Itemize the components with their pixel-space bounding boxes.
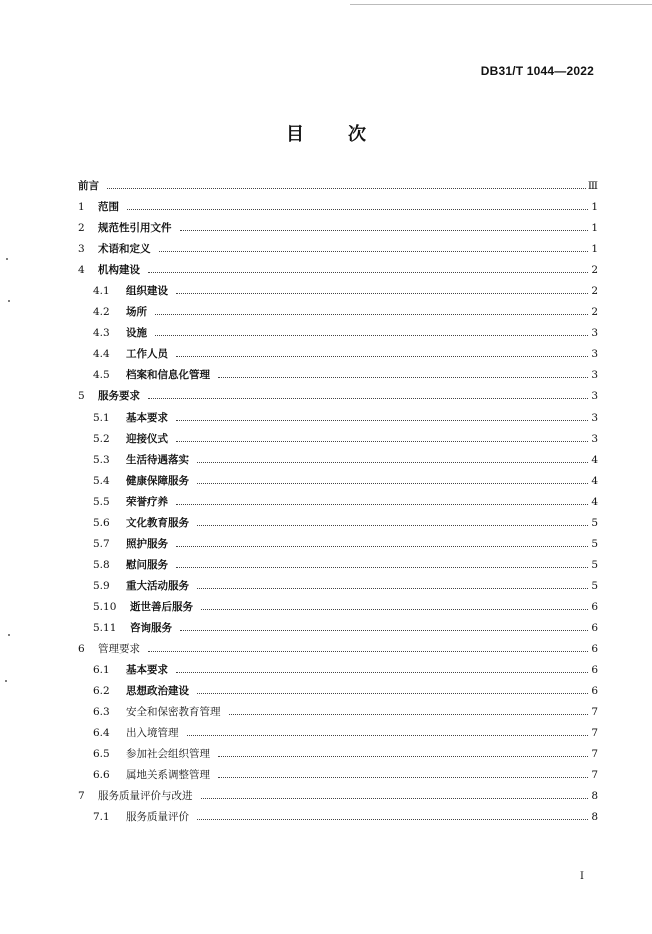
toc-entry-label: 管理要求 (98, 643, 140, 656)
toc-entry-page: 2 (591, 285, 598, 298)
toc-leader-dots (176, 567, 588, 568)
scan-speck (5, 680, 7, 682)
toc-entry[interactable] (78, 260, 598, 281)
toc-entry[interactable] (78, 176, 598, 197)
toc-entry-page: 7 (591, 706, 598, 719)
toc-entry-label: 服务质量评价 (126, 811, 189, 824)
toc-entry-page: 3 (591, 411, 598, 424)
toc-entry-label: 重大活动服务 (126, 579, 189, 592)
toc-entry[interactable] (78, 597, 598, 618)
toc-entry-number: 5 (78, 390, 85, 403)
toc-entry-number: 5.8 (93, 558, 110, 571)
toc-entry-number: 6.5 (93, 748, 110, 761)
toc-entry-number: 4.3 (93, 327, 110, 340)
toc-entry[interactable] (78, 471, 598, 492)
toc-leader-dots (148, 272, 588, 273)
toc-leader-dots (197, 693, 588, 694)
toc-entry-label: 逝世善后服务 (130, 600, 193, 613)
toc-entry-label: 服务质量评价与改进 (98, 790, 193, 803)
toc-entry-page: 4 (591, 474, 598, 487)
toc-leader-dots (176, 441, 588, 442)
toc-entry-number: 7.1 (93, 811, 110, 824)
toc-entry-number: 4.5 (93, 369, 110, 382)
toc-entry[interactable] (78, 450, 598, 471)
toc-entry[interactable] (78, 429, 598, 450)
toc-entry-number: 4.1 (93, 285, 110, 298)
toc-entry-page: 3 (591, 390, 598, 403)
toc-entry-label: 健康保障服务 (126, 474, 189, 487)
toc-entry[interactable] (78, 492, 598, 513)
toc-entry[interactable] (78, 344, 598, 365)
toc-entry-number: 5.10 (93, 600, 117, 613)
toc-entry-number: 5.11 (93, 621, 117, 634)
toc-entry-label: 慰问服务 (126, 558, 168, 571)
page-number: I (580, 871, 584, 882)
toc-entry-page: 7 (591, 727, 598, 740)
toc-entry-page: 1 (591, 243, 598, 256)
toc-entry[interactable] (78, 408, 598, 429)
toc-entry-number: 6.6 (93, 769, 110, 782)
toc-leader-dots (176, 546, 588, 547)
toc-leader-dots (218, 377, 588, 378)
toc-entry[interactable] (78, 786, 598, 807)
toc-entry-label: 生活待遇落实 (126, 453, 189, 466)
toc-entry[interactable] (78, 302, 598, 323)
toc-leader-dots (201, 798, 589, 799)
toc-entry[interactable] (78, 744, 598, 765)
toc-entry-label: 设施 (126, 327, 147, 340)
toc-entry-page: 2 (591, 306, 598, 319)
toc-leader-dots (197, 525, 588, 526)
toc-entry-number: 5.7 (93, 537, 110, 550)
toc-entry-number: 6.2 (93, 685, 110, 698)
toc-entry-number: 7 (78, 790, 85, 803)
scan-edge-line (350, 4, 652, 5)
toc-entry[interactable] (78, 723, 598, 744)
toc-entry[interactable] (78, 660, 598, 681)
toc-entry[interactable] (78, 618, 598, 639)
toc-entry-page: 3 (591, 348, 598, 361)
toc-leader-dots (176, 356, 588, 357)
toc-entry-label: 服务要求 (98, 390, 140, 403)
toc-leader-dots (107, 188, 586, 189)
toc-entry-number: 6.1 (93, 664, 110, 677)
toc-entry-page: 7 (591, 769, 598, 782)
toc-entry-page: 6 (591, 621, 598, 634)
toc-entry-number: 5.5 (93, 495, 110, 508)
toc-entry-label: 场所 (126, 306, 147, 319)
toc-entry[interactable] (78, 365, 598, 386)
toc-leader-dots (197, 483, 588, 484)
toc-entry-label: 安全和保密教育管理 (126, 706, 221, 719)
toc-entry-number: 5.2 (93, 432, 110, 445)
toc-leader-dots (218, 756, 588, 757)
toc-leader-dots (180, 630, 588, 631)
toc-entry-number: 6.4 (93, 727, 110, 740)
toc-entry[interactable] (78, 765, 598, 786)
toc-entry-number: 6 (78, 643, 85, 656)
toc-leader-dots (148, 651, 588, 652)
toc-entry-number: 6.3 (93, 706, 110, 719)
toc-entry-page: 4 (591, 453, 598, 466)
toc-entry-page: 3 (591, 369, 598, 382)
toc-entry[interactable] (78, 197, 598, 218)
toc-entry-label: 范围 (98, 201, 119, 214)
toc-entry[interactable] (78, 702, 598, 723)
toc-entry[interactable] (78, 807, 598, 828)
toc-entry[interactable] (78, 534, 598, 555)
toc-entry-page: 2 (591, 264, 598, 277)
toc-entry-page: 1 (591, 201, 598, 214)
toc-leader-dots (159, 251, 589, 252)
toc-entry-page: 3 (591, 432, 598, 445)
toc-entry-label: 照护服务 (126, 537, 168, 550)
toc-entry-number: 5.4 (93, 474, 110, 487)
toc-entry-label: 前言 (78, 180, 99, 192)
toc-leader-dots (155, 314, 588, 315)
toc-leader-dots (197, 462, 588, 463)
toc-entry-page: 5 (591, 516, 598, 529)
toc-leader-dots (176, 504, 588, 505)
toc-leader-dots (187, 735, 589, 736)
toc-entry[interactable] (78, 576, 598, 597)
toc-leader-dots (176, 672, 588, 673)
scan-speck (6, 258, 8, 260)
scan-speck (8, 634, 10, 636)
toc-leader-dots (148, 398, 588, 399)
table-of-contents (78, 176, 598, 828)
standard-code: DB31/T 1044—2022 (480, 64, 594, 78)
toc-entry[interactable] (78, 513, 598, 534)
toc-leader-dots (176, 293, 588, 294)
toc-entry[interactable] (78, 681, 598, 702)
toc-entry-label: 基本要求 (126, 411, 168, 424)
toc-entry-label: 工作人员 (126, 348, 168, 361)
toc-entry-label: 迎接仪式 (126, 432, 168, 445)
toc-leader-dots (180, 230, 589, 231)
toc-entry-label: 机构建设 (98, 264, 140, 277)
toc-entry[interactable] (78, 218, 598, 239)
toc-entry-number: 1 (78, 201, 85, 214)
toc-entry-page: 6 (591, 664, 598, 677)
toc-leader-dots (197, 819, 588, 820)
toc-leader-dots (197, 588, 588, 589)
toc-entry-label: 咨询服务 (130, 621, 172, 634)
toc-entry-label: 文化教育服务 (126, 516, 189, 529)
toc-entry-number: 4 (78, 264, 85, 277)
toc-entry-number: 3 (78, 243, 85, 256)
scan-speck (8, 300, 10, 302)
toc-entry-label: 基本要求 (126, 664, 168, 677)
toc-entry-page: 8 (591, 790, 598, 803)
toc-entry-label: 思想政治建设 (126, 685, 189, 698)
toc-entry-page: 6 (591, 600, 598, 613)
toc-leader-dots (218, 777, 588, 778)
toc-entry-label: 荣誉疗养 (126, 495, 168, 508)
toc-entry-number: 4.2 (93, 306, 110, 319)
toc-entry[interactable] (78, 386, 598, 407)
toc-entry-page: 5 (591, 579, 598, 592)
toc-entry-number: 5.6 (93, 516, 110, 529)
toc-entry[interactable] (78, 323, 598, 344)
toc-entry[interactable] (78, 639, 598, 660)
toc-entry-label: 属地关系调整管理 (126, 769, 210, 782)
toc-leader-dots (176, 420, 588, 421)
toc-entry-label: 出入境管理 (126, 727, 179, 740)
toc-entry-page: 8 (591, 811, 598, 824)
toc-entry-number: 5.3 (93, 453, 110, 466)
toc-entry-page: 5 (591, 558, 598, 571)
toc-entry-page: 5 (591, 537, 598, 550)
toc-entry-page: 4 (591, 495, 598, 508)
page-title: 目次 (286, 124, 410, 145)
toc-entry-number: 4.4 (93, 348, 110, 361)
toc-entry-label: 档案和信息化管理 (126, 369, 210, 382)
toc-leader-dots (155, 335, 588, 336)
toc-entry-page: 6 (591, 643, 598, 656)
toc-entry[interactable] (78, 239, 598, 260)
toc-entry[interactable] (78, 555, 598, 576)
toc-leader-dots (127, 209, 588, 210)
toc-entry[interactable] (78, 281, 598, 302)
toc-entry-label: 术语和定义 (98, 243, 151, 256)
toc-entry-page: 7 (591, 748, 598, 761)
toc-entry-page: 1 (591, 222, 598, 235)
toc-entry-page: 3 (591, 327, 598, 340)
toc-entry-number: 2 (78, 222, 85, 235)
toc-leader-dots (229, 714, 589, 715)
toc-entry-label: 参加社会组织管理 (126, 748, 210, 761)
toc-entry-number: 5.1 (93, 411, 110, 424)
toc-entry-number: 5.9 (93, 579, 110, 592)
toc-entry-page: Ⅲ (587, 180, 598, 192)
toc-leader-dots (201, 609, 588, 610)
toc-entry-page: 6 (591, 685, 598, 698)
toc-entry-label: 规范性引用文件 (98, 222, 172, 235)
toc-entry-label: 组织建设 (126, 285, 168, 298)
